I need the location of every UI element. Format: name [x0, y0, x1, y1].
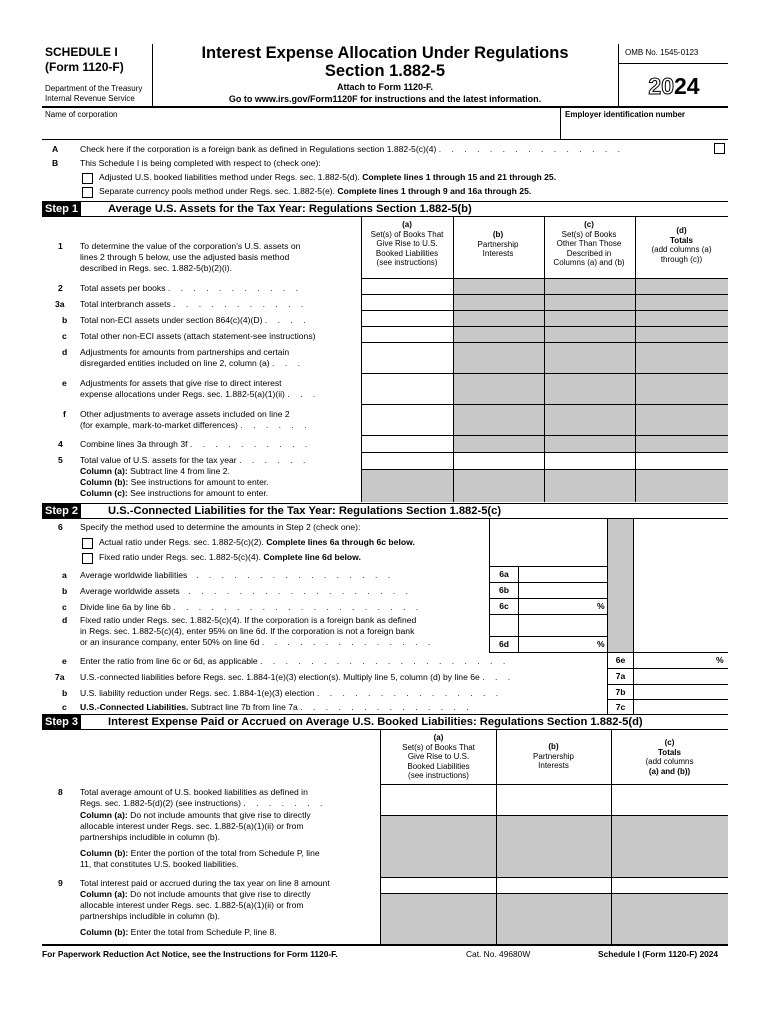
line9b-text-0: [80, 927, 277, 938]
line4-text: Combine lines 3a through 3f . . . . . . . . . .: [80, 439, 312, 449]
line3b-label: Total non-ECI assets under section 864(c)(4)(D): [80, 315, 263, 325]
line3e-num: e: [62, 378, 67, 388]
ein-label: Employer identification number: [565, 110, 686, 119]
s3-v3: [611, 729, 612, 944]
step3-gray-8c: [611, 815, 728, 877]
line7c-num: c: [62, 702, 67, 712]
line7c-text: U.S.-Connected Liabilities. Subtract line 7b from line 7a . . . . . . . . . . . . . .: [80, 702, 473, 712]
line7a-label: U.S.-connected liabilities before Regs. sec. 1.884-1(e)(3) election(s). Multiply line 5, column (d) by line 6e: [80, 672, 480, 682]
line1-text-2: described in Regs. sec. 1.882-5(b)(2)(i).: [80, 263, 232, 273]
s3cc-3: (a) and (b)): [648, 766, 691, 776]
line3a-label: Total interbranch assets: [80, 299, 171, 309]
line8-text-0: Total average amount of U.S. booked liabilities as defined in: [80, 787, 308, 797]
line3e-text-1: expense allocations under Regs. sec. 1.882-5(a)(1)(ii) . . .: [80, 389, 320, 399]
line2-num: 2: [58, 283, 63, 293]
line3d-col-a-input[interactable]: [362, 343, 452, 373]
line6d-text-2: or an insurance company, enter 50% on line 6d . . . . . . . . . . . . . .: [80, 637, 435, 647]
header-bottom-rule: [42, 106, 728, 108]
s1cc-4: Columns (a) and (b): [553, 258, 625, 267]
line6d-num: d: [62, 615, 68, 625]
fixed-ratio-checkbox[interactable]: [82, 553, 93, 564]
foreign-bank-checkbox[interactable]: [714, 143, 725, 154]
line3d-label-1: disregarded entities included on line 2, column (a): [80, 358, 270, 368]
step2-gray-right: [608, 519, 633, 652]
s1cd-0: (d): [676, 226, 687, 235]
line4-label: Combine lines 3a through 3f: [80, 439, 188, 449]
footer-cat-number: Cat. No. 49680W: [466, 949, 531, 959]
line5-label-1: Subtract line 4 from line 2.: [130, 466, 230, 476]
step1-title: Average U.S. Assets for the Tax Year: Regulations Section 1.882-5(b): [108, 203, 472, 215]
ein-divider: [560, 107, 561, 139]
line3b-text: Total non-ECI assets under section 864(c)(4)(D) . . . .: [80, 315, 310, 325]
line8a-text-2: partnerships includible in column (b).: [80, 832, 220, 842]
line6e-input[interactable]: [634, 653, 716, 668]
line3a-num: 3a: [55, 299, 65, 309]
line6a-input[interactable]: [519, 567, 607, 582]
line-a-label: Check here if the corporation is a foreign bank as defined in Regulations section 1.882-5(c)(4): [80, 144, 437, 154]
s3ca-3: Booked Liabilities: [407, 761, 470, 771]
line1-text-0: To determine the value of the corporation's U.S. assets on: [80, 241, 301, 251]
line6b-box-label: 6b: [498, 585, 510, 595]
line6e-box-label: 6e: [615, 655, 626, 665]
line9b-col: Column (b):: [80, 927, 129, 937]
step3-gray-9c: [611, 893, 728, 944]
goto-note: Go to www.irs.gov/Form1120F for instructions and the latest information.: [228, 94, 542, 104]
line9a-text-0: [80, 889, 311, 900]
step1-gray-line5-a: [362, 469, 453, 502]
step3-gray-9b: [496, 893, 611, 944]
line3a-text: Total interbranch assets . . . . . . . . . . .: [80, 299, 308, 309]
actual-ratio-checkbox[interactable]: [82, 538, 93, 549]
line7c-box-label: 7c: [615, 702, 626, 712]
adjusted-usbl-checkbox[interactable]: [82, 173, 93, 184]
line-b-letter: B: [52, 158, 59, 168]
step2-title: U.S.-Connected Liabilities for the Tax Year: Regulations Section 1.882-5(c): [108, 505, 502, 517]
s3ca-0: (a): [433, 733, 444, 742]
step3-gray-8b: [496, 815, 611, 877]
line6d-percent: %: [597, 639, 605, 649]
line6d-text-1: in Regs. sec. 1.882-5(c)(4), enter 95% on line 6d. If the corporation is not a foreign bank: [80, 626, 415, 636]
line9a-text-1: allocable interest under Regs. sec. 1.882-5(a)(1)(ii) or from: [80, 900, 304, 910]
line2-text: Total assets per books . . . . . . . . . . .: [80, 283, 303, 293]
line-b-option2: [99, 186, 531, 197]
line1-num: 1: [58, 241, 63, 251]
line6c-num: c: [62, 602, 67, 612]
line8-col-c-input[interactable]: [612, 785, 728, 815]
line7b-input[interactable]: [634, 685, 728, 699]
name-row-bottom: [42, 139, 728, 140]
line6e-percent: %: [716, 655, 724, 665]
s1cc-1: Set(s) of Books: [561, 229, 617, 239]
line9a-label-0: Do not include amounts that give rise to directly: [127, 889, 311, 899]
line8-col-a-input[interactable]: [381, 785, 496, 815]
line7a-box-label: 7a: [615, 671, 626, 681]
step3-title-bottom: [42, 729, 728, 730]
dept-label: Department of the Treasury: [45, 84, 143, 93]
line8b-col: Column (b):: [80, 848, 129, 858]
step1-gray-col-d: [635, 278, 728, 453]
s3cc-0: (c): [664, 738, 675, 747]
line5-text-3: Column (c): See instructions for amount to enter.: [80, 488, 269, 498]
s3-h2: [380, 815, 728, 816]
step3-col-c-header: [611, 738, 728, 776]
step3-gray-9a: [381, 893, 496, 944]
line7a-text: U.S.-connected liabilities before Regs. sec. 1.884-1(e)(3) election(s). Multiply line 5, column (d) by line 6e . . .: [80, 672, 515, 682]
line9-col-a-input[interactable]: [381, 878, 496, 893]
line3b-col-a-input[interactable]: [362, 311, 452, 326]
line9-text: Total interest paid or accrued during the tax year on line 8 amount: [80, 878, 330, 888]
s3-v1: [380, 729, 381, 944]
s1cc-3: Described in: [566, 248, 612, 258]
line6d-box-label: 6d: [498, 639, 510, 649]
tax-year: [620, 73, 728, 99]
separate-currency-checkbox[interactable]: [82, 187, 93, 198]
line-a-letter: A: [52, 144, 59, 154]
step1-col-b-header: [453, 230, 543, 259]
line3d-text-0: Adjustments for amounts from partnerships and certain: [80, 347, 290, 357]
line9-col-b-input[interactable]: [497, 878, 611, 893]
line5-num: 5: [58, 455, 63, 465]
attach-note: Attach to Form 1120-F.: [336, 82, 434, 92]
line8-num: 8: [58, 787, 63, 797]
line8a-text-1: allocable interest under Regs. sec. 1.882-5(a)(1)(ii) or from: [80, 821, 304, 831]
omb-number: OMB No. 1545-0123: [625, 48, 699, 57]
s1-h9: [361, 469, 728, 470]
line5-text-1: Column (a): Subtract line 4 from line 2.: [80, 466, 230, 476]
line6d-text-0: Fixed ratio under Regs. sec. 1.882-5(c)(4). If the corporation is a foreign bank as defined: [80, 615, 417, 625]
form-label: (Form 1120-F): [45, 60, 124, 74]
s1cc-2: Other Than Those: [556, 239, 622, 248]
line7b-num: b: [62, 688, 68, 698]
line6e-text: Enter the ratio from line 6c or 6d, as applicable . . . . . . . . . . . . . . . . . . . .: [80, 656, 510, 666]
line3f-col-a-input[interactable]: [362, 405, 452, 435]
line-a-text: Check here if the corporation is a foreign bank as defined in Regulations section 1.882-5(c)(4) . . . . . . . . . . . . . . .: [80, 144, 625, 154]
line5-text-2: Column (b): See instructions for amount to enter.: [80, 477, 269, 487]
line6-num: 6: [58, 522, 63, 532]
step3-col-a-header: [381, 733, 496, 781]
s1cd-1: Totals: [670, 235, 693, 245]
line7c-label: Subtract line 7b from line 7a: [190, 702, 298, 712]
line6a-box-label: 6a: [499, 569, 509, 579]
header-divider-right: [618, 44, 619, 106]
s1ca-1: Set(s) of Books That: [370, 229, 444, 239]
s3cb-1: Partnership: [533, 751, 574, 761]
line6a-text: Average worldwide liabilities . . . . . . . . . . . . . . . .: [80, 570, 395, 580]
tax-year-bold: 24: [674, 73, 700, 99]
ein-field[interactable]: [562, 120, 728, 138]
s3ca-1: Set(s) of Books That: [402, 742, 475, 752]
step1-gray-line5-b: [453, 469, 544, 502]
line8a-text-0: [80, 810, 311, 821]
step1-gray-line5-c: [544, 469, 635, 502]
line7c-input[interactable]: [634, 700, 728, 714]
line5-label-0: Total value of U.S. assets for the tax year: [80, 455, 237, 465]
step2-label: Step 2: [42, 504, 81, 518]
line6c-label: Divide line 6a by line 6b: [80, 602, 171, 612]
step1-col-c-header: [544, 220, 634, 268]
line3c-text: Total other non-ECI assets (attach statement-see instructions): [80, 331, 316, 341]
s3-h4: [380, 893, 728, 894]
footer-rule: [42, 944, 728, 946]
line5-col-b-input[interactable]: [454, 453, 543, 469]
line5-col-c-input[interactable]: [545, 453, 634, 469]
s1ca-4: (see instructions): [376, 258, 438, 267]
line6-option2-bold: Complete line 6d below.: [263, 552, 361, 562]
schedule-label: SCHEDULE I: [45, 45, 118, 59]
line6-option1-bold: Complete lines 6a through 6c below.: [266, 537, 415, 547]
line5-col-a-input[interactable]: [362, 453, 452, 469]
line7a-num: 7a: [55, 672, 65, 682]
line3c-num: c: [62, 331, 67, 341]
name-of-corporation-field[interactable]: [42, 120, 560, 138]
line3f-text-1: (for example, mark-to-market differences) . . . . . .: [80, 420, 311, 430]
line6d-input[interactable]: [519, 637, 597, 652]
line7c-bold: U.S.-Connected Liabilities.: [80, 702, 189, 712]
line6-option1: [99, 537, 415, 548]
line-b-option2-text: Separate currency pools method under Regs. sec. 1.882-5(e).: [99, 186, 335, 196]
line8a-col: Column (a):: [80, 810, 128, 820]
line3b-num: b: [62, 315, 68, 325]
line3d-text-1: disregarded entities included on line 2, column (a) . . .: [80, 358, 304, 368]
line6a-num: a: [62, 570, 67, 580]
line2-label: Total assets per books: [80, 283, 166, 293]
footer-form-id: Schedule I (Form 1120-F) 2024: [598, 949, 719, 959]
step3-col-b-header: [496, 742, 611, 771]
line6-option2: [99, 552, 361, 563]
form-header: [0, 0, 770, 120]
s1ca-2: Give Rise to U.S.: [376, 239, 438, 248]
line9-num: 9: [58, 878, 63, 888]
line6c-percent: %: [597, 601, 605, 611]
line5-label-3: See instructions for amount to enter.: [130, 488, 269, 498]
line3e-label-1: expense allocations under Regs. sec. 1.882-5(a)(1)(ii): [80, 389, 285, 399]
line6e-num: e: [62, 656, 67, 666]
line6-option2-text: Fixed ratio under Regs. sec. 1.882-5(c)(4).: [99, 552, 261, 562]
line6b-label: Average worldwide assets: [80, 586, 180, 596]
line2-col-a-input[interactable]: [362, 279, 452, 294]
step1-gray-col-b: [453, 278, 544, 453]
step1-title-bottom: [42, 216, 728, 217]
line3f-num: f: [63, 409, 66, 419]
step3-label: Step 3: [42, 715, 81, 729]
step1-label: Step 1: [42, 202, 81, 216]
line6c-box-label: 6c: [499, 601, 509, 611]
tax-year-light: 20: [648, 73, 674, 99]
line6b-text: Average worldwide assets . . . . . . . . . . . . . . . . . .: [80, 586, 413, 596]
s1cb-2: Interests: [482, 249, 514, 258]
step1-col-a-header: [362, 220, 452, 268]
s1ca-0: (a): [402, 220, 412, 229]
line5-label-2: See instructions for amount to enter.: [130, 477, 269, 487]
line7b-box-label: 7b: [615, 687, 626, 697]
s3cb-2: Interests: [538, 761, 569, 770]
form-title-line1: Interest Expense Allocation Under Regulations: [201, 44, 569, 62]
s3cc-2: (add columns: [645, 757, 694, 766]
line4-num: 4: [58, 439, 63, 449]
line3e-col-a-input[interactable]: [362, 374, 452, 404]
line-b-text: This Schedule I is being completed with respect to (check one):: [80, 158, 321, 168]
line3e-text-0: Adjustments for assets that give rise to direct interest: [80, 378, 282, 388]
line8-text-1: Regs. sec. 1.882-5(d)(2) (see instructions) . . . . . . .: [80, 798, 327, 808]
line6-option1-text: Actual ratio under Regs. sec. 1.882-5(c)(2).: [99, 537, 264, 547]
s1cb-0: (b): [492, 230, 504, 239]
line3a-col-a-input[interactable]: [362, 295, 452, 310]
line8b-text-1: 11, that constitutes U.S. booked liabilities.: [80, 859, 239, 869]
s2-h4: [489, 614, 607, 615]
step1-gray-col-c: [544, 278, 635, 453]
line6b-num: b: [62, 586, 68, 596]
line6c-input[interactable]: [519, 599, 597, 614]
line-b-option2-bold: Complete lines 1 through 9 and 16a through 25.: [337, 186, 532, 196]
s1cd-2: (add columns (a): [651, 245, 712, 254]
omb-divider: [618, 63, 728, 64]
line4-col-a-input[interactable]: [362, 436, 452, 452]
line9a-col: Column (a):: [80, 889, 128, 899]
line3f-text-0: Other adjustments to average assets included on line 2: [80, 409, 290, 419]
s1cd-3: through (c)): [660, 254, 703, 264]
line9-col-c-input[interactable]: [612, 878, 728, 893]
s3cc-1: Totals: [658, 747, 681, 757]
line8a-label-0: Do not include amounts that give rise to directly: [127, 810, 311, 820]
footer-paperwork-notice: For Paperwork Reduction Act Notice, see the Instructions for Form 1120-F.: [42, 949, 338, 959]
line8-label-1: Regs. sec. 1.882-5(d)(2) (see instructions): [80, 798, 241, 808]
line5-col-d-input[interactable]: [636, 453, 727, 469]
line7b-text: U.S. liability reduction under Regs. sec. 1.884-1(e)(3) election . . . . . . . . . . . . . . .: [80, 688, 503, 698]
s1cc-0: (c): [584, 220, 594, 229]
form-title-line2: Section 1.882-5: [324, 62, 446, 80]
line-b-option1: [99, 172, 556, 183]
s3cb-0: (b): [548, 742, 559, 751]
line-b-option1-bold: Complete lines 1 through 15 and 21 through 25.: [362, 172, 557, 182]
step1-col-d-header: [635, 226, 728, 264]
line8b-label-0: Enter the portion of the total from Schedule P, line: [128, 848, 320, 858]
line1-text-1: lines 2 through 5 below, use the adjusted basis method: [80, 252, 290, 262]
line8-col-b-input[interactable]: [497, 785, 611, 815]
line6b-input[interactable]: [519, 583, 607, 598]
name-of-corporation-label: Name of corporation: [45, 110, 118, 119]
line9a-text-2: partnerships includible in column (b).: [80, 911, 220, 921]
line5-text-0: Total value of U.S. assets for the tax year . . . . . .: [80, 455, 310, 465]
s1cb-1: Partnership: [477, 239, 519, 249]
step3-title: Interest Expense Paid or Accrued on Average U.S. Booked Liabilities: Regulations Section 1.882-5(d): [108, 716, 643, 728]
line3d-num: d: [62, 347, 68, 357]
line-b-option1-text: Adjusted U.S. booked liabilities method under Regs. sec. 1.882-5(d).: [99, 172, 360, 182]
step3-gray-8a: [381, 815, 496, 877]
s3-v2: [496, 729, 497, 944]
line6c-text: Divide line 6a by line 6b . . . . . . . . . . . . . . . . . . . .: [80, 602, 423, 612]
line9b-label-0: Enter the total from Schedule P, line 8.: [128, 927, 277, 937]
line6e-label: Enter the ratio from line 6c or 6d, as applicable: [80, 656, 258, 666]
line3f-label-1: (for example, mark-to-market differences): [80, 420, 238, 430]
line8b-text-0: [80, 848, 320, 859]
line3c-col-a-input[interactable]: [362, 327, 452, 342]
line6d-label-2: or an insurance company, enter 50% on line 6d: [80, 637, 260, 647]
step1-gray-line5-d: [635, 469, 728, 502]
line6a-label: Average worldwide liabilities: [80, 570, 188, 580]
irs-label: Internal Revenue Service: [45, 94, 135, 103]
line7a-input[interactable]: [634, 669, 728, 684]
s3ca-4: (see instructions): [408, 771, 469, 780]
s1ca-3: Booked Liabilities: [375, 248, 439, 258]
line6-text: Specify the method used to determine the amounts in Step 2 (check one):: [80, 522, 361, 532]
s3ca-2: Give Rise to U.S.: [407, 752, 470, 761]
line7b-label: U.S. liability reduction under Regs. sec. 1.884-1(e)(3) election: [80, 688, 315, 698]
